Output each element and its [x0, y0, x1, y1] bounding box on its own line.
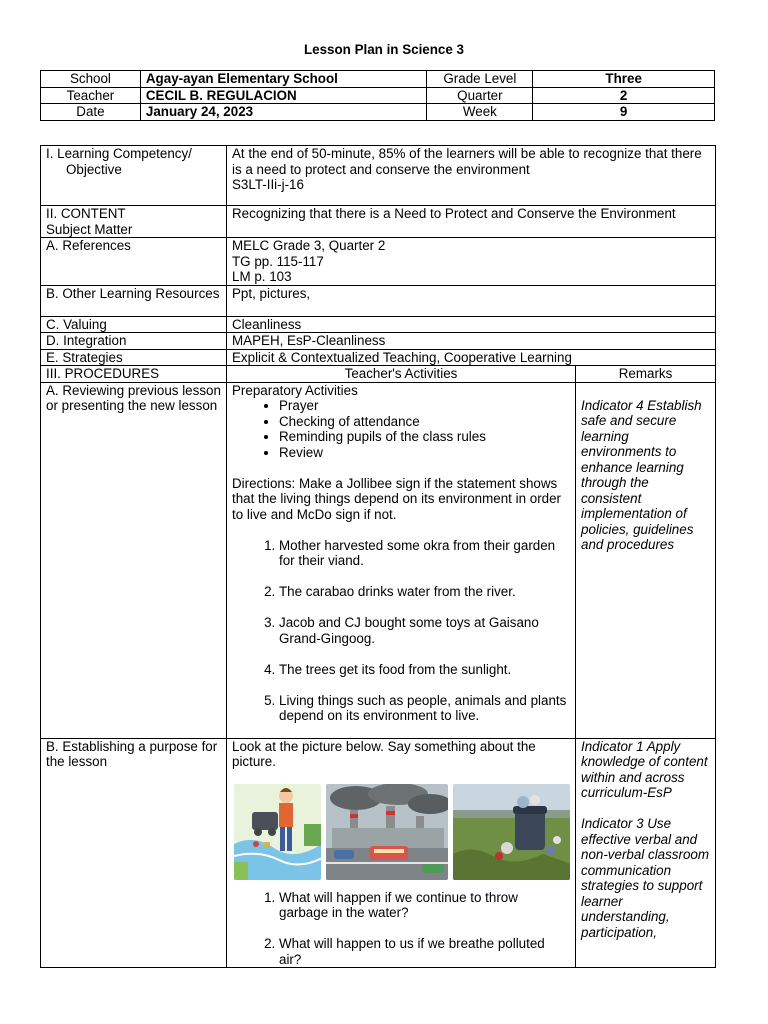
- prep-list: [232, 398, 570, 460]
- strategies-text: Explicit & Contextualized Teaching, Cooperative Learning: [227, 349, 716, 366]
- statement-item: 5. Living things such as people, animals and plants depend on its environment to live.: [279, 693, 570, 724]
- prep-title: Preparatory Activities: [232, 382, 358, 398]
- review-activities: [227, 382, 576, 738]
- grade-value: Three: [533, 71, 715, 88]
- competency-label: [41, 146, 227, 206]
- info-table: [40, 70, 715, 121]
- integration-label: D. Integration: [41, 333, 227, 350]
- other-resources-text: Ppt, pictures,: [227, 285, 716, 316]
- statement-item: 2. The carabao drinks water from the river.: [279, 584, 570, 600]
- review-label: A. Reviewing previous lesson or presenting the new lesson: [41, 382, 227, 738]
- prep-item: • Prayer: [279, 398, 570, 414]
- reference-item: TG pp. 115-117: [232, 253, 324, 269]
- strategies-label: E. Strategies: [41, 349, 227, 366]
- man-dumping-garbage-in-river-illustration: [234, 784, 321, 880]
- integration-text: MAPEH, EsP-Cleanliness: [227, 333, 716, 350]
- teacher-label: Teacher: [41, 87, 141, 104]
- statement-item: 4. The trees get its food from the sunlight.: [279, 662, 570, 678]
- statement-item: 1. Mother harvested some okra from their garden for their viand.: [279, 538, 570, 569]
- competency-code: S3LT-IIi-j-16: [232, 177, 304, 192]
- grade-label: Grade Level: [427, 71, 533, 88]
- lesson-plan-table: [40, 145, 716, 968]
- row-integration: [41, 333, 716, 350]
- remarks-header: Remarks: [576, 366, 716, 383]
- reference-item: LM p. 103: [232, 269, 292, 284]
- purpose-label: B. Establishing a purpose for the lesson: [41, 738, 227, 968]
- content-label-line1: II. CONTENT: [46, 206, 126, 221]
- reference-item: MELC Grade 3, Quarter 2: [232, 238, 386, 253]
- info-row-date: [41, 104, 715, 121]
- land-pollution-picture: [453, 784, 570, 880]
- date-label: Date: [41, 104, 141, 121]
- content-label-line2: Subject Matter: [46, 221, 133, 237]
- week-value: 9: [533, 104, 715, 121]
- water-pollution-picture: [234, 784, 321, 880]
- indicator-1-remark: Indicator 1 Apply knowledge of content within and across curriculum-EsP: [581, 738, 708, 800]
- row-purpose: [41, 738, 716, 968]
- quarter-label: Quarter: [427, 87, 533, 104]
- question-list: [232, 890, 570, 968]
- prep-item: • Review: [279, 445, 570, 461]
- quarter-value: 2: [533, 87, 715, 104]
- row-valuing: [41, 316, 716, 333]
- info-row-school: [41, 71, 715, 88]
- question-item: 2. What will happen to us if we breathe polluted air?: [279, 936, 570, 967]
- garbage-dump-photo: [453, 784, 570, 880]
- review-remarks: [576, 382, 716, 738]
- indicator-4-remark: Indicator 4 Establish safe and secure learning environments to enhance learning through the consistent implementation of policies, guidelines and procedures: [581, 397, 702, 552]
- date-value: January 24, 2023: [140, 104, 427, 121]
- competency-cell: [227, 146, 716, 206]
- references-label: A. References: [41, 238, 227, 286]
- content-label: [41, 206, 227, 238]
- air-pollution-picture: [326, 784, 449, 880]
- row-strategies: [41, 349, 716, 366]
- row-references: [41, 238, 716, 286]
- indicator-3-remark: Indicator 3 Use effective verbal and non-verbal classroom communication strategies to support learner understanding, participation,: [581, 816, 710, 940]
- content-text: Recognizing that there is a Need to Protect and Conserve the Environment: [227, 206, 716, 238]
- factory-smoke-traffic-illustration: [326, 784, 449, 880]
- row-other-resources: [41, 285, 716, 316]
- school-label: School: [41, 71, 141, 88]
- pollution-pictures: [234, 784, 570, 880]
- row-content: [41, 206, 716, 238]
- prep-item: • Reminding pupils of the class rules: [279, 429, 570, 445]
- purpose-instruction: Look at the picture below. Say something about the picture.: [232, 738, 536, 769]
- other-resources-label: B. Other Learning Resources: [41, 285, 227, 316]
- info-row-teacher: [41, 87, 715, 104]
- valuing-text: Cleanliness: [227, 316, 716, 333]
- purpose-remarks: [576, 738, 716, 968]
- valuing-label: C. Valuing: [41, 316, 227, 333]
- references-cell: [227, 238, 716, 286]
- competency-text: At the end of 50-minute, 85% of the learners will be able to recognize that there is a need to protect and conserve the environment: [232, 146, 702, 177]
- competency-label-line2: Objective: [66, 161, 122, 177]
- prep-item: • Checking of attendance: [279, 414, 570, 430]
- activities-header: Teacher's Activities: [227, 366, 576, 383]
- question-item: 1. What will happen if we continue to throw garbage in the water?: [279, 890, 570, 921]
- row-competency: [41, 146, 716, 206]
- teacher-value: CECIL B. REGULACION: [140, 87, 427, 104]
- page-title: Lesson Plan in Science 3: [303, 42, 464, 57]
- competency-label-line1: I. Learning Competency/: [46, 146, 192, 161]
- row-review: [41, 382, 716, 738]
- school-value: Agay-ayan Elementary School: [140, 71, 427, 88]
- procedures-label: III. PROCEDURES: [41, 366, 227, 383]
- statement-item: 3. Jacob and CJ bought some toys at Gaisano Grand-Gingoog.: [279, 615, 570, 646]
- directions-text: Directions: Make a Jollibee sign if the statement shows that the living things depend on its environment in order to live and McDo sign if not.: [232, 475, 562, 522]
- statement-list: [232, 538, 570, 724]
- purpose-activities: [227, 738, 576, 968]
- row-procedures-header: [41, 366, 716, 383]
- week-label: Week: [427, 104, 533, 121]
